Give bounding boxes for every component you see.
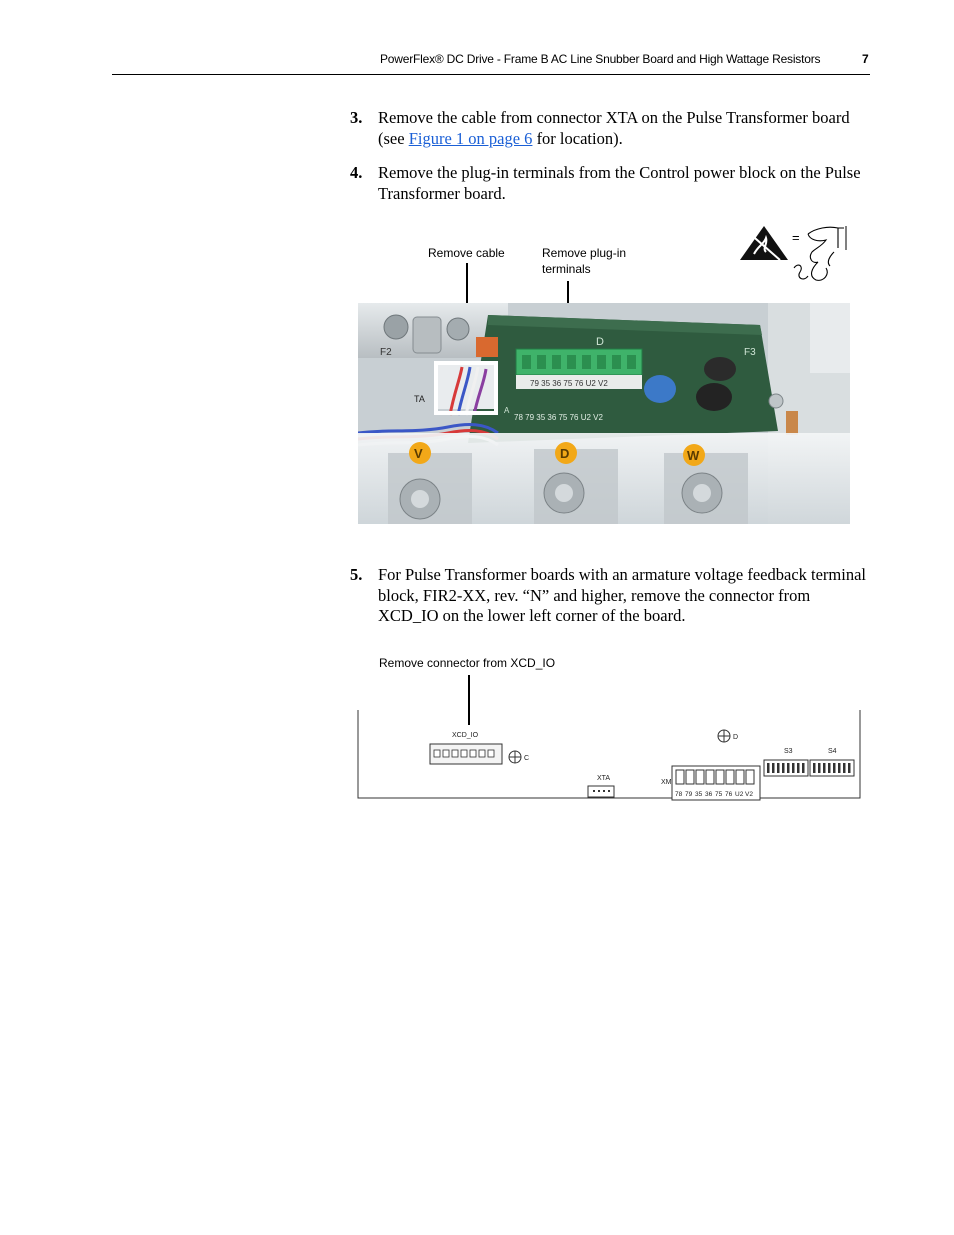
s3-label: S3 xyxy=(784,748,793,755)
photo-badge-w: W xyxy=(687,448,700,463)
step-text xyxy=(378,108,870,149)
photo-terminal-row-top: 79 35 36 75 76 U2 V2 xyxy=(530,379,608,388)
step-4 xyxy=(350,163,870,204)
step-number: 4. xyxy=(350,163,363,182)
pulse-transformer-photo xyxy=(358,303,850,524)
esd-equals: = xyxy=(792,230,800,245)
xm-terminal-number: V2 xyxy=(745,791,753,798)
board-outline-drawing xyxy=(356,708,864,802)
screw-d-label: D xyxy=(733,734,739,741)
step-3 xyxy=(350,108,870,149)
xm-terminal-number: 78 xyxy=(675,791,683,798)
photo-label-f3: F3 xyxy=(744,347,756,358)
step-text-part: Remove the cable from connector XTA on the Pulse Transformer board (see xyxy=(378,108,850,148)
screw-c-icon xyxy=(509,751,521,763)
photo-label-ta: TA xyxy=(414,394,425,404)
xm-terminal-number: U2 xyxy=(735,791,744,798)
step-number: 5. xyxy=(350,565,363,584)
xm-terminal-numbers xyxy=(675,791,753,798)
callout-line: terminals xyxy=(542,262,591,276)
photo-label-f2: F2 xyxy=(380,347,392,358)
photo-badge-v: V xyxy=(414,446,423,461)
photo-badge-d: D xyxy=(560,446,570,461)
remove-cable-callout: Remove cable xyxy=(428,246,505,260)
step-text-part: for location). xyxy=(532,128,623,148)
running-header-title: PowerFlex® DC Drive - Frame B AC Line Snubber Board and High Wattage Resistors xyxy=(380,52,821,66)
xta-label: XTA xyxy=(597,775,611,782)
s4-label: S4 xyxy=(828,748,837,755)
xm-terminal-number: 35 xyxy=(695,791,703,798)
step-text: Remove the plug-in terminals from the Control power block on the Pulse Transformer board. xyxy=(378,163,861,203)
xm-terminal-number: 36 xyxy=(705,791,713,798)
xm-terminal-number: 79 xyxy=(685,791,693,798)
callout-line: Remove plug-in xyxy=(542,246,627,260)
remove-xcd-io-callout: Remove connector from XCD_IO xyxy=(379,656,556,670)
figure-1-link[interactable]: Figure 1 on page 6 xyxy=(408,128,533,148)
photo-label-d: D xyxy=(596,336,604,348)
photo-terminal-row-bottom: 78 79 35 36 75 76 U2 V2 xyxy=(514,413,603,422)
xcd-io-label: XCD_IO xyxy=(452,732,479,739)
step-text: For Pulse Transformer boards with an armature voltage feedback terminal block, FIR2-XX, rev. “N” and higher, remove the connector from XCD_IO on the lower left corner of the board. xyxy=(378,565,866,625)
esd-warning-icon xyxy=(738,222,850,288)
step-5 xyxy=(350,565,870,627)
xm-label: XM xyxy=(661,779,672,786)
header-rule xyxy=(112,74,870,75)
xm-terminal-number: 76 xyxy=(725,791,733,798)
screw-d-icon xyxy=(718,730,730,742)
xm-terminal-number: 75 xyxy=(715,791,723,798)
page-number: 7 xyxy=(862,52,869,66)
step-number: 3. xyxy=(350,108,363,127)
pulse-transformer-photo-drawing xyxy=(358,303,850,524)
remove-plugin-callout xyxy=(542,245,626,277)
screw-c-label: C xyxy=(524,755,530,762)
photo-label-a: A xyxy=(504,406,510,415)
